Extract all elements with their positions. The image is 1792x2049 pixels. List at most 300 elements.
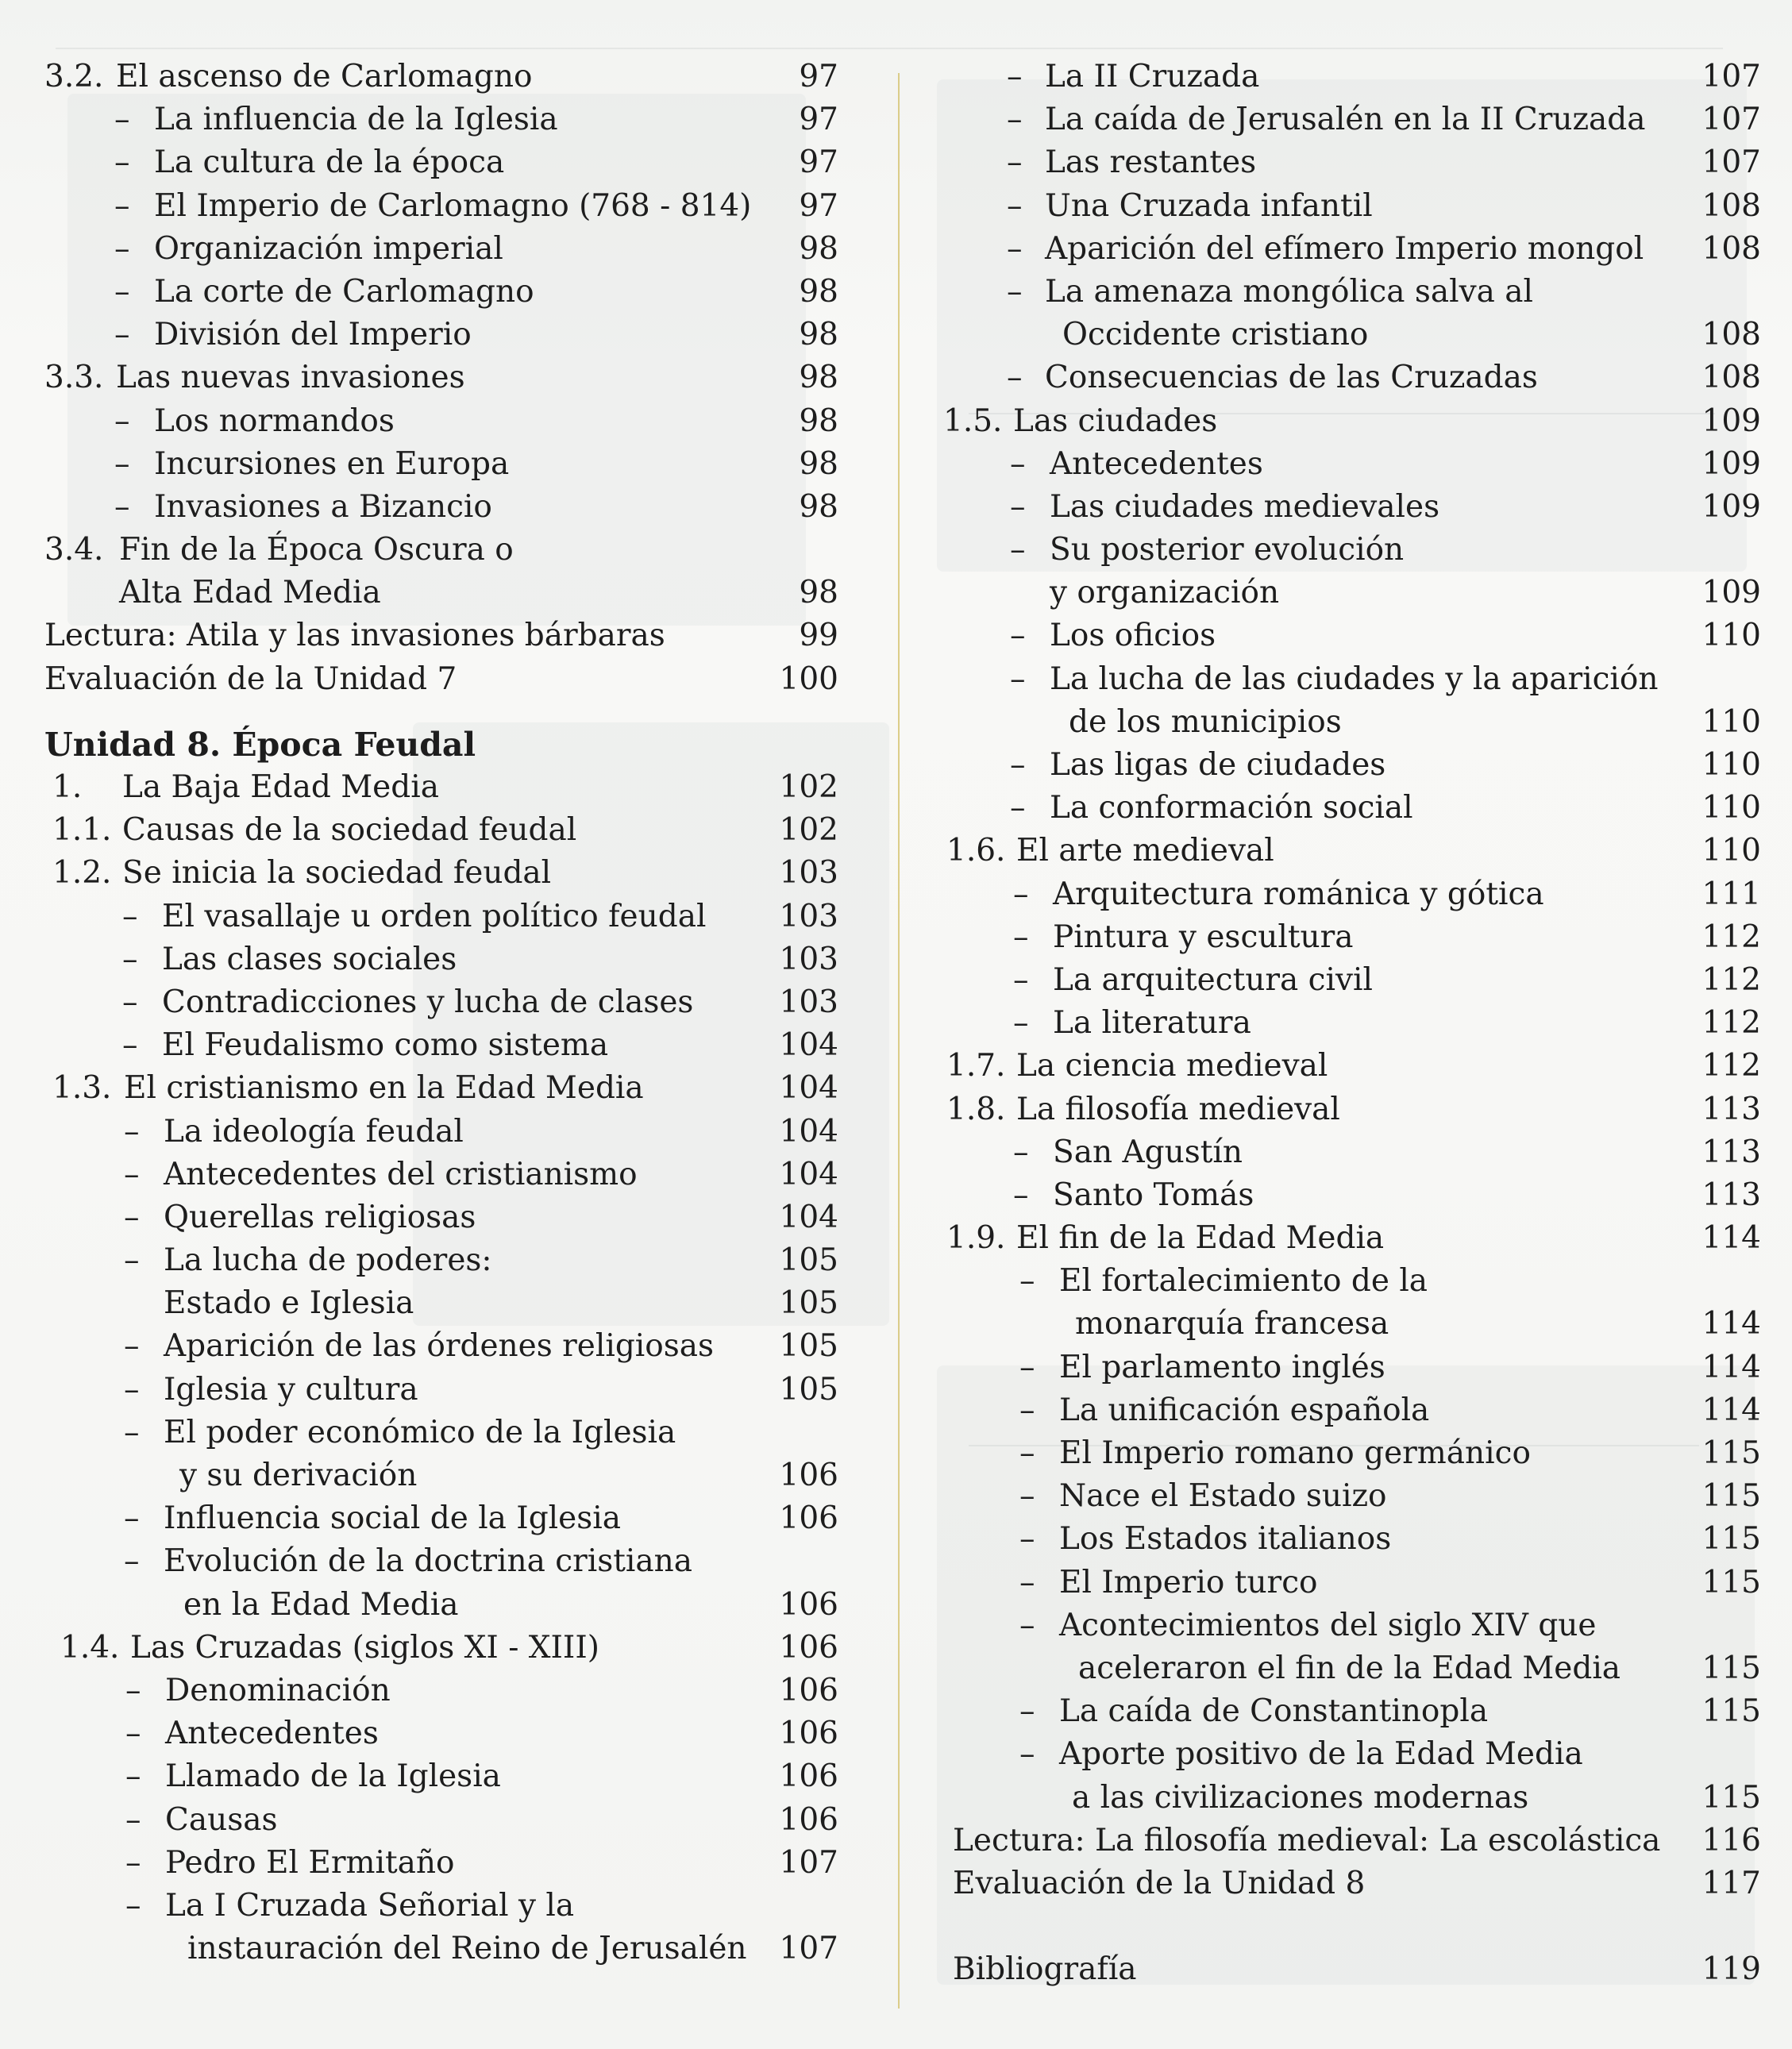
section-number: 1.7. [946,1048,1006,1084]
dash-icon: – [122,941,138,977]
page-number: 98 [799,402,838,439]
page-number: 107 [1701,59,1761,94]
toc-entry [943,830,1761,872]
toc-subentry [44,314,838,356]
section-title: La ciencia medieval [1016,1048,1328,1084]
toc-subentry [943,787,1761,830]
dash-icon: – [1019,1564,1035,1600]
dash-icon: – [114,402,130,439]
page-number: 106 [779,1758,838,1795]
section-title: Causas de la sociedad feudal [122,812,577,849]
dash-icon: – [1013,1177,1029,1213]
subsection-title: Las restantes [1045,144,1257,181]
dash-icon: – [1010,488,1026,525]
page-number: 109 [1701,445,1761,482]
page-number: 98 [799,230,838,267]
toc-continuation [44,1928,838,1970]
toc-subentry [943,1002,1761,1045]
dash-icon: – [125,1758,141,1795]
section-number: 3.4. [44,532,104,568]
dash-icon: – [1007,144,1023,181]
dash-icon: – [1013,1005,1029,1042]
dash-icon: – [114,488,130,525]
toc-subentry [44,1842,838,1885]
page-number: 105 [779,1285,838,1322]
page-number: 104 [779,1113,838,1150]
toc-subentry [44,1239,838,1282]
subsection-title: La II Cruzada [1045,59,1260,94]
section-number: 1.2. [52,855,112,892]
toc-subentry [943,1518,1761,1561]
section-number: 1.9. [946,1220,1006,1257]
page-number: 97 [799,102,838,138]
subsection-title: La literatura [1053,1005,1251,1042]
page-number: 104 [779,1027,838,1064]
page-number: 117 [1701,1865,1761,1901]
dash-icon: – [1013,919,1029,955]
toc-subentry [943,1690,1761,1733]
dash-icon: – [1019,1478,1035,1515]
toc-subentry [943,1131,1761,1174]
subsection-title: La arquitectura civil [1053,961,1373,998]
page-number: 115 [1701,1779,1761,1816]
section-title: El cristianismo en la Edad Media [124,1070,644,1107]
subsection-title: Incursiones en Europa [154,445,510,482]
subsection-title: Las ciudades medievales [1050,488,1440,525]
dash-icon: – [124,1328,140,1365]
toc-subentry [943,959,1761,1002]
bibliography-title: Bibliografía [953,1951,1137,1988]
subsection-title: La unificación española [1059,1392,1430,1428]
dash-icon: – [1019,1392,1035,1428]
subsection-title: Aporte positivo de la Edad Media [1059,1736,1583,1773]
dash-icon: – [1010,618,1026,654]
page-number: 115 [1701,1521,1761,1558]
page-number: 110 [1701,703,1761,740]
toc-subentry [943,271,1737,314]
page-number: 103 [779,941,838,977]
toc-subentry [943,1432,1761,1475]
dash-icon: – [1007,273,1023,310]
subsection-title: Contradicciones y lucha de clases [162,984,694,1020]
toc-continuation [44,1454,838,1497]
dash-icon: – [1019,1263,1035,1300]
subsection-title: La lucha de poderes: [164,1242,492,1279]
toc-subentry [943,443,1761,486]
section-number: 1. [52,769,83,805]
section-title: La filosofía medieval [1016,1091,1340,1127]
section-title: Se inicia la sociedad feudal [122,855,552,892]
toc-subentry [943,1389,1761,1432]
continued-title: de los municipios [1069,703,1342,740]
reading-title: Lectura: La filosofía medieval: La escolástica [953,1822,1661,1858]
dash-icon: – [1007,59,1023,94]
dash-icon: – [1007,102,1023,138]
page-number: 108 [1701,317,1761,353]
toc-entry [44,809,838,852]
subsection-title: La caída de Jerusalén en la II Cruzada [1045,102,1646,138]
subsection-title: Su posterior evolución [1050,532,1405,568]
page-number: 108 [1701,360,1761,396]
evaluation-entry [44,658,838,701]
toc-subentry [943,873,1761,916]
subsection-title: La conformación social [1050,790,1413,826]
dash-icon: – [114,273,130,310]
toc-subentry [44,1111,838,1154]
page-number: 112 [1701,1048,1761,1084]
dash-icon: – [114,187,130,224]
section-number: 1.6. [946,833,1006,869]
page-number: 98 [799,273,838,310]
dash-icon: – [125,1716,141,1752]
subsection-title: San Agustín [1053,1134,1243,1170]
bibliography-entry [943,1948,1761,1991]
subsection-title: La influencia de la Iglesia [154,102,558,138]
page-number: 107 [779,1844,838,1881]
page-number: 106 [779,1629,838,1666]
unit-heading: Unidad 8. Época Feudal [44,725,476,764]
continued-title: y organización [1050,575,1280,611]
page-number: 106 [779,1586,838,1623]
section-number: 1.8. [946,1091,1006,1127]
page-number: 111 [1701,876,1761,912]
section-title: El ascenso de Carlomagno [116,59,533,94]
subsection-title: El Imperio de Carlomagno (768 - 814) [154,187,752,224]
toc-subentry [44,1412,838,1454]
dash-icon: – [1019,1736,1035,1773]
toc-continuation [943,701,1761,744]
dash-icon: – [1013,876,1029,912]
toc-continuation [44,1282,838,1325]
toc-subentry [943,744,1761,787]
page-number: 115 [1701,1564,1761,1600]
blank-line [943,1905,1737,1948]
subsection-title: Antecedentes [1050,445,1263,482]
dash-icon: – [1019,1693,1035,1730]
dash-icon: – [1010,661,1026,697]
toc-continuation [943,1647,1761,1690]
page-number: 119 [1701,1951,1761,1988]
toc-subentry [943,658,1737,701]
toc-subentry [943,486,1761,529]
dash-icon: – [122,1027,138,1064]
section-number: 3.2. [44,59,104,94]
section-title: La Baja Edad Media [122,769,439,805]
dash-icon: – [125,1801,141,1838]
toc-subentry [943,1562,1761,1604]
page-number: 116 [1701,1822,1761,1858]
dash-icon: – [124,1199,140,1235]
toc-entry [44,1067,838,1110]
column-divider [898,73,900,2009]
page-number: 105 [779,1328,838,1365]
subsection-title: Denominación [165,1672,391,1708]
reading-title: Lectura: Atila y las invasiones bárbaras [44,618,665,654]
toc-subentry [44,1325,838,1368]
page-number: 109 [1701,402,1761,439]
reading-entry [44,614,838,657]
page-number: 105 [779,1242,838,1279]
section-title: Las nuevas invasiones [116,360,465,396]
subsection-title: Antecedentes del cristianismo [164,1156,638,1192]
section-number: 1.5. [943,402,1003,439]
toc-subentry [943,185,1761,228]
toc-continuation [44,1584,838,1627]
dash-icon: – [1007,230,1023,267]
subsection-title: Los normandos [154,402,395,439]
subsection-title: La amenaza mongólica salva al [1045,273,1534,310]
dash-icon: – [114,317,130,353]
page-number: 106 [779,1672,838,1708]
toc-subentry [943,1475,1761,1518]
continued-title: aceleraron el fin de la Edad Media [1078,1650,1621,1686]
dash-icon: – [124,1113,140,1150]
section-title: Las ciudades [1013,402,1218,439]
toc-entry [943,1088,1761,1131]
page-number: 113 [1701,1091,1761,1127]
dash-icon: – [124,1500,140,1537]
section-title: Fin de la Época Oscura o [119,532,514,568]
continued-title: Alta Edad Media [119,575,381,611]
subsection-title: La lucha de las ciudades y la aparición [1050,661,1659,697]
section-number: 3.3. [44,360,104,396]
toc-subentry [943,141,1761,184]
subsection-title: El vasallaje u orden político feudal [162,898,707,934]
toc-subentry [44,1885,838,1928]
toc-subentry [44,981,838,1024]
page-number: 113 [1701,1177,1761,1213]
subsection-title: Pintura y escultura [1053,919,1354,955]
page-number: 106 [779,1716,838,1752]
page-number: 106 [779,1458,838,1493]
subsection-title: Organización imperial [154,230,503,267]
subsection-title: Querellas religiosas [164,1199,476,1235]
dash-icon: – [114,230,130,267]
page-number: 104 [779,1070,838,1107]
toc-subentry [943,1346,1761,1389]
subsection-title: Nace el Estado suizo [1059,1478,1387,1515]
subsection-title: La I Cruzada Señorial y la [165,1887,575,1924]
page-number: 103 [779,898,838,934]
toc-entry-3-3 [44,356,838,399]
page-number: 109 [1701,575,1761,611]
toc-subentry [943,98,1761,141]
dash-icon: – [1010,532,1026,568]
subsection-title: Santo Tomás [1053,1177,1254,1213]
page-number: 102 [779,812,838,849]
page-number: 112 [1701,961,1761,998]
page-number: 98 [799,445,838,482]
subsection-title: Consecuencias de las Cruzadas [1045,360,1538,396]
toc-continuation [943,572,1761,614]
toc-subentry [943,1174,1761,1217]
dash-icon: – [124,1414,140,1450]
toc-entry [943,1217,1761,1260]
toc-continuation [943,1303,1761,1346]
section-title: Las Cruzadas (siglos XI - XIII) [130,1629,599,1666]
page-number: 112 [1701,919,1761,955]
toc-entry [44,766,838,809]
toc-subentry [44,1755,838,1798]
toc-entry-3-4 [44,529,838,572]
toc-entry [44,1627,838,1670]
toc-subentry [943,56,1761,98]
subsection-title: El fortalecimiento de la [1059,1263,1428,1300]
toc-subentry [44,400,838,443]
subsection-title: Las ligas de ciudades [1050,747,1386,783]
toc-subentry [943,1604,1737,1647]
toc-subentry [44,895,838,938]
dash-icon: – [124,1242,140,1279]
page-number: 108 [1701,187,1761,224]
evaluation-title: Evaluación de la Unidad 8 [953,1865,1366,1901]
page-number: 105 [779,1371,838,1408]
background-line-1 [56,48,1723,49]
toc-subentry [44,1712,838,1755]
subsection-title: Aparición de las órdenes religiosas [164,1328,715,1365]
toc-subentry [44,228,838,271]
section-title: El arte medieval [1016,833,1274,869]
page-number: 98 [799,360,838,396]
continued-title: Estado e Iglesia [164,1285,414,1322]
subsection-title: División del Imperio [154,317,472,353]
toc-continuation [44,572,838,614]
subsection-title: Arquitectura románica y gótica [1053,876,1544,912]
section-number: 1.3. [52,1070,112,1107]
toc-subentry [44,1799,838,1842]
page-number: 99 [799,618,838,654]
page-number: 108 [1701,230,1761,267]
page-number: 115 [1701,1650,1761,1686]
toc-subentry [44,1196,838,1239]
page-number: 110 [1701,833,1761,869]
page-number: 114 [1701,1220,1761,1257]
page-number: 110 [1701,790,1761,826]
page-number: 107 [779,1931,838,1967]
continued-title: a las civilizaciones modernas [1072,1779,1529,1816]
dash-icon: – [1007,360,1023,396]
toc-subentry [44,938,838,981]
page-number: 104 [779,1199,838,1235]
subsection-title: El poder económico de la Iglesia [164,1414,676,1450]
continued-title: Occidente cristiano [1062,317,1369,353]
toc-subentry [943,614,1761,657]
subsection-title: Invasiones a Bizancio [154,488,492,525]
continued-title: en la Edad Media [183,1586,459,1623]
subsection-title: La corte de Carlomagno [154,273,534,310]
toc-subentry [44,185,838,228]
toc-entry [943,1045,1761,1088]
evaluation-entry [943,1862,1761,1905]
subsection-title: Evolución de la doctrina cristiana [164,1543,693,1580]
dash-icon: – [122,898,138,934]
dash-icon: – [1013,1134,1029,1170]
page-number: 110 [1701,618,1761,654]
subsection-title: Iglesia y cultura [164,1371,418,1408]
reading-entry [943,1820,1761,1862]
toc-subentry [943,1260,1737,1303]
page-number: 104 [779,1156,838,1192]
page-number: 110 [1701,747,1761,783]
page-number: 98 [799,317,838,353]
subsection-title: El Feudalismo como sistema [162,1027,609,1064]
dash-icon: – [114,445,130,482]
subsection-title: El Imperio turco [1059,1564,1318,1600]
toc-subentry [44,1670,838,1712]
dash-icon: – [1019,1607,1035,1643]
continued-title: instauración del Reino de Jerusalén [187,1931,747,1967]
page-number: 97 [799,187,838,224]
dash-icon: – [1010,747,1026,783]
toc-subentry [44,1540,838,1583]
page-number: 115 [1701,1435,1761,1471]
subsection-title: Pedro El Ermitaño [165,1844,455,1881]
page-number: 107 [1701,102,1761,138]
section-number: 1.1. [52,812,112,849]
toc-continuation [943,1777,1761,1820]
toc-subentry [44,1497,838,1540]
dash-icon: – [1010,445,1026,482]
continued-title: y su derivación [179,1458,418,1493]
subsection-title: Las clases sociales [162,941,457,977]
subsection-title: La cultura de la época [154,144,505,181]
subsection-title: Aparición del efímero Imperio mongol [1045,230,1644,267]
continued-title: monarquía francesa [1075,1306,1389,1342]
page-number: 106 [779,1801,838,1838]
dash-icon: – [1007,187,1023,224]
dash-icon: – [114,144,130,181]
dash-icon: – [1010,790,1026,826]
subsection-title: La ideología feudal [164,1113,464,1150]
page-number: 100 [779,661,838,697]
subsection-title: Llamado de la Iglesia [165,1758,501,1795]
toc-subentry [44,1154,838,1196]
dash-icon: – [1019,1349,1035,1385]
toc-subentry [943,228,1761,271]
toc-subentry [44,1024,838,1067]
toc-subentry [44,1369,838,1412]
toc-subentry [44,486,838,529]
dash-icon: – [124,1543,140,1580]
page-number: 112 [1701,1005,1761,1042]
page-number: 103 [779,984,838,1020]
toc-subentry [943,356,1761,399]
right-toc-column [943,56,1761,1991]
toc-entry-3-2 [44,56,838,98]
page-number: 102 [779,769,838,805]
page-number: 114 [1701,1392,1761,1428]
page-number: 98 [799,488,838,525]
toc-subentry [943,529,1737,572]
toc-subentry [44,141,838,184]
page-number: 114 [1701,1306,1761,1342]
dash-icon: – [122,984,138,1020]
page-number: 109 [1701,488,1761,525]
subsection-title: Acontecimientos del siglo XIV que [1059,1607,1597,1643]
dash-icon: – [1019,1521,1035,1558]
dash-icon: – [125,1887,141,1924]
toc-subentry [44,271,838,314]
toc-entry [44,852,838,895]
page-number: 107 [1701,144,1761,181]
subsection-title: Los oficios [1050,618,1216,654]
page-number: 115 [1701,1478,1761,1515]
dash-icon: – [125,1844,141,1881]
toc-subentry [44,98,838,141]
toc-continuation [943,314,1761,356]
page-number: 97 [799,144,838,181]
toc-subentry [943,1733,1737,1776]
